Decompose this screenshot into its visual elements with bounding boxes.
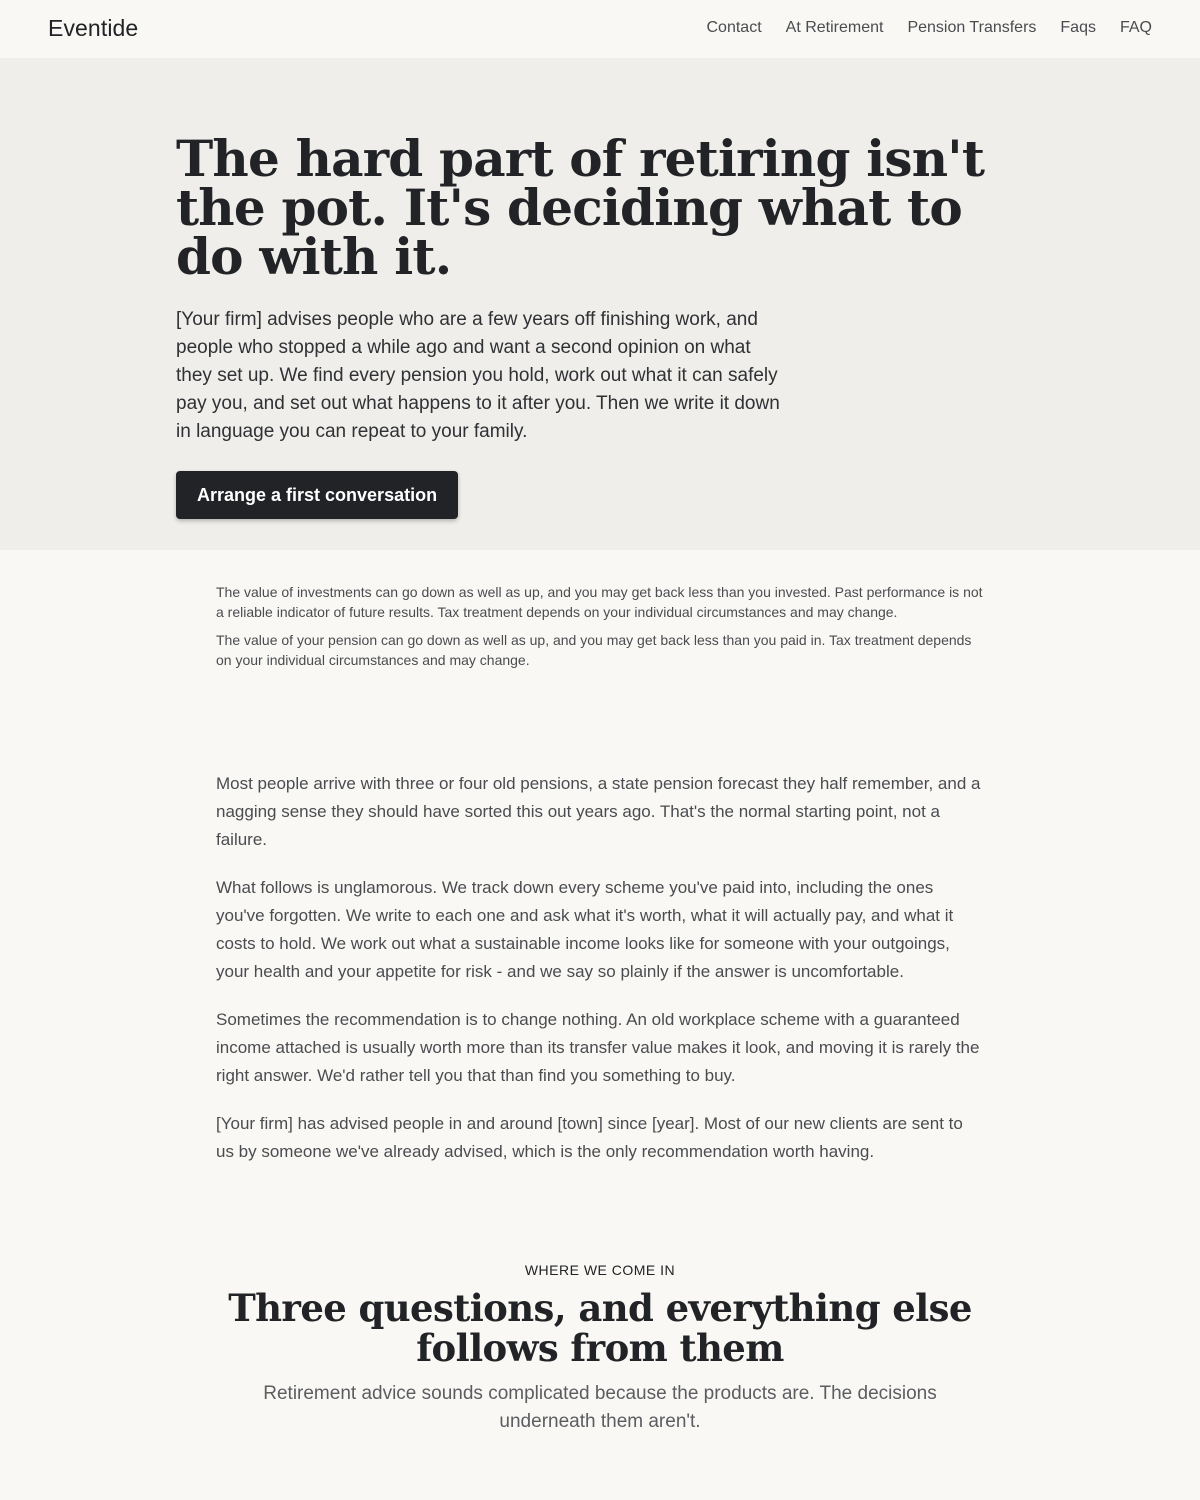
nav-links [707,19,1153,37]
brand-logo[interactable]: Eventide [48,15,139,41]
intro-body-copy [216,770,984,1186]
hero-lead: [Your firm] advises people who are a few years off finishing work, and people who stopped a while ago and want a second opinion on what they set up. We find every pension you hold, work out what it can safely pay you, and set out what happens to it after you. Then we write it down in language you can repeat to your family. [176,309,780,442]
body-paragraph: Sometimes the recommendation is to change nothing. An old workplace scheme with a guaranteed income attached is usually worth more than its transfer value makes it look, and moving it is rarely the right answer. We'd rather tell you that than find you something to buy. [216,1010,980,1085]
body-paragraph: Most people arrive with three or four old pensions, a state pension forecast they half remember, and a nagging sense they should have sorted this out years ago. That's the normal starting point, not a failure. [216,774,981,849]
section-title: Three questions, and everything else follows from them [228,1286,972,1370]
nav-link-faq[interactable]: FAQ [1119,19,1152,36]
arrange-conversation-button[interactable]: Arrange a first conversation [176,471,458,519]
body-paragraph: What follows is unglamorous. We track down every scheme you've paid into, including the ones you've forgotten. We write to each one and ask what it's worth, what it will actually pay, and what it costs to hold. We work out what a sustainable income looks like for someone with your outgoings, your health and your appetite for risk - and we say so plainly if the answer is uncomfortable. [216,878,954,981]
nav-link-at-retirement[interactable]: At Retirement [785,19,884,36]
nav-link-pension-transfers[interactable]: Pension Transfers [907,19,1037,36]
nav-link-faqs[interactable]: Faqs [1060,19,1096,36]
section-subtitle: Retirement advice sounds complicated because the products are. The decisions underneath them aren't. [263,1383,937,1432]
body-paragraph: [Your firm] has advised people in and around [town] since [year]. Most of our new clients are sent to us by someone we've already advised, which is the only recommendation worth having. [216,1114,963,1161]
where-we-come-in-section [200,1262,1000,1436]
hero-title: The hard part of retiring isn't the pot. It's deciding what to do with it. [176,129,985,286]
pension-disclaimer: The value of your pension can go down as well as up, and you may get back less than you paid in. Tax treatment depends on your individual circumstances and may change. [216,632,972,668]
investment-disclaimer: The value of investments can go down as well as up, and you may get back less than you invested. Past performance is not a reliable indicator of future results. Tax treatment depends on your individual circumstances and may change. [216,584,983,620]
risk-disclaimers [216,582,984,678]
nav-link-contact[interactable]: Contact [706,19,762,36]
section-eyebrow: WHERE WE COME IN [524,1262,676,1278]
top-navigation [0,0,1200,58]
hero-content [176,129,1016,519]
hero-section [0,58,1200,550]
